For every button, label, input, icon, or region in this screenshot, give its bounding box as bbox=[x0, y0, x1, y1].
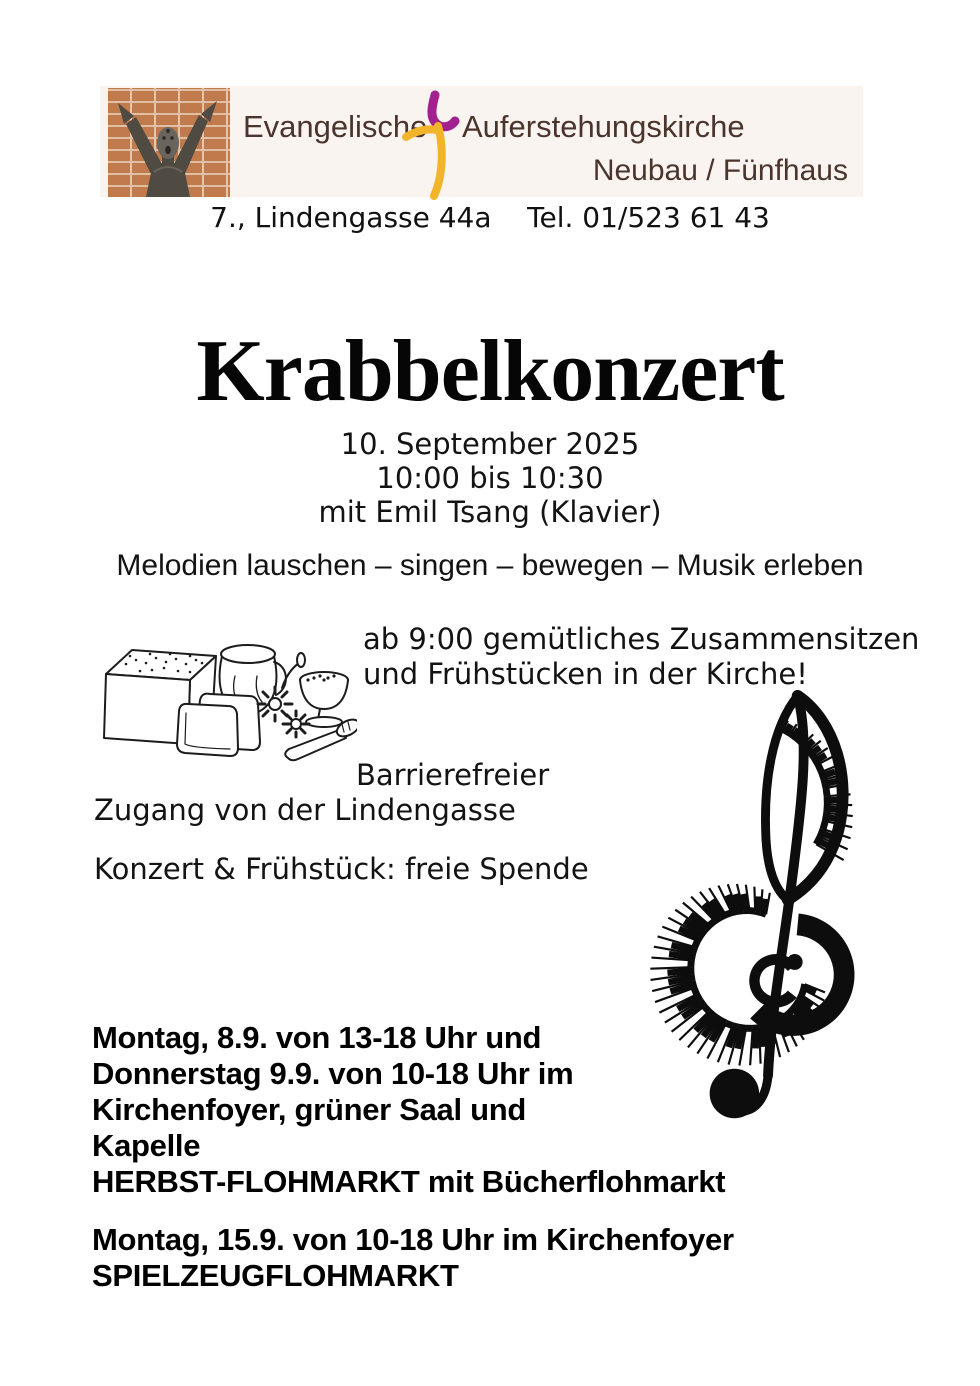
event-performer: mit Emil Tsang (Klavier) bbox=[318, 495, 662, 529]
spielzeug-line: Montag, 15.9. von 10-18 Uhr im Kirchenfoyer bbox=[92, 1222, 734, 1257]
address-line: 7., Lindengasse 44a Tel. 01/523 61 43 bbox=[210, 201, 770, 234]
org-name-right: Auferstehungskirche bbox=[462, 109, 745, 144]
herbst-line: Kapelle bbox=[92, 1128, 201, 1163]
breakfast-illustration bbox=[92, 616, 357, 785]
herbst-line: Montag, 8.9. von 13-18 Uhr und bbox=[92, 1020, 542, 1055]
accessibility-line2: Zugang von der Lindengasse bbox=[94, 793, 516, 827]
event-tagline: Melodien lauschen – singen – bewegen – Musik erleben bbox=[116, 549, 864, 582]
morning-line2: und Frühstücken in der Kirche! bbox=[363, 657, 808, 691]
event-title: Krabbelkonzert bbox=[196, 323, 784, 420]
event-time: 10:00 bis 10:30 bbox=[376, 461, 604, 495]
event-details bbox=[0, 427, 980, 529]
herbst-line: Donnerstag 9.9. von 10-18 Uhr im bbox=[92, 1056, 574, 1091]
herbst-line: Kirchenfoyer, grüner Saal und bbox=[92, 1092, 527, 1127]
accessibility-line1: Barrierefreier bbox=[356, 758, 550, 792]
donation-line: Konzert & Frühstück: freie Spende bbox=[94, 852, 589, 886]
spielzeug-line: SPIELZEUGFLOHMARKT bbox=[92, 1258, 459, 1293]
org-district: Neubau / Fünfhaus bbox=[592, 154, 848, 187]
spielzeug-flohmarkt-block bbox=[92, 1222, 734, 1294]
morning-line1: ab 9:00 gemütliches Zusammensitzen bbox=[363, 622, 920, 656]
herbst-flohmarkt-block bbox=[92, 1020, 725, 1200]
event-date: 10. September 2025 bbox=[340, 427, 640, 461]
org-name-left: Evangelische bbox=[243, 109, 428, 144]
herbst-line: HERBST-FLOHMARKT mit Bücherflohmarkt bbox=[92, 1164, 726, 1199]
morning-coffee-text bbox=[363, 622, 919, 692]
